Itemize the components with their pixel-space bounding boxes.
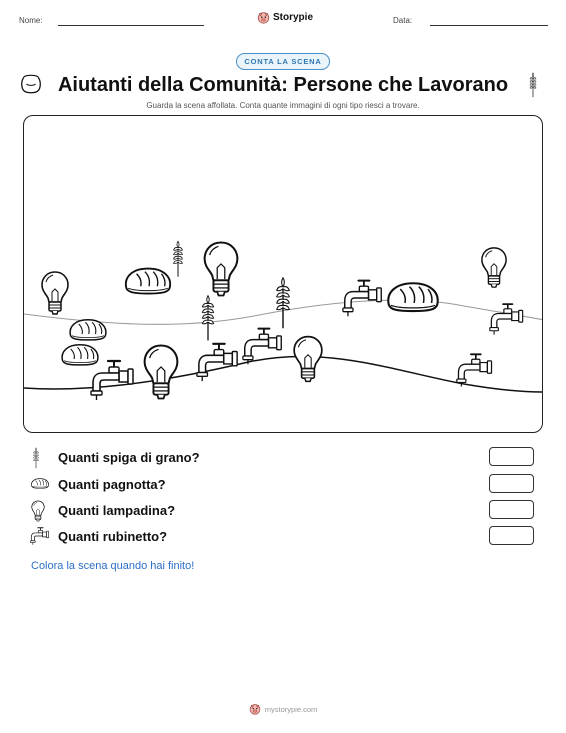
color-instruction: Colora la scena quando hai finito! [31,560,195,572]
question-text: Quanti lampadina? [58,503,176,518]
section-badge: CONTA LA SCENA [236,53,330,70]
date-label: Data: [393,16,413,25]
counting-scene [23,115,543,433]
lightbulb-icon [30,500,46,522]
faucet-icon [457,354,492,386]
name-label: Nome: [19,16,43,25]
date-line[interactable] [430,25,548,26]
answer-box[interactable] [489,500,534,519]
brand-name: Storypie [273,12,314,23]
question-text: Quanti rubinetto? [58,529,168,544]
lightbulb-icon [145,346,178,399]
question-row [30,447,536,469]
bread-icon [70,320,106,340]
lightbulb-icon [294,337,322,382]
footer [0,703,566,715]
answer-box[interactable] [489,447,534,466]
answer-box[interactable] [489,474,534,493]
faucet-icon [343,281,381,317]
question-row [30,526,536,548]
name-line[interactable] [58,25,204,26]
question-row [30,500,536,522]
wheat-icon [527,72,539,98]
bread-icon [126,269,170,294]
page-title: Aiutanti della Comunità: Persone che Lavorano [57,74,509,96]
lightbulb-icon [205,243,238,296]
question-text: Quanti pagnotta? [58,477,166,492]
storypie-logo [257,11,313,24]
wheat-icon [202,296,213,341]
page-subtitle: Guarda la scena affollata. Conta quante immagini di ogni tipo riesci a trovare. [146,101,420,110]
bread-icon [62,345,98,365]
question-text: Quanti spiga di grano? [58,450,200,465]
faucet-icon [30,526,50,546]
wheat-icon [277,278,290,328]
faucet-icon [197,344,237,381]
wheat-icon [30,447,42,469]
answer-box[interactable] [489,526,534,545]
wheat-icon [174,241,183,276]
scene-illustration [24,116,543,433]
footer-url: mystorypie.com [264,704,318,714]
lightbulb-icon [42,272,68,314]
bread-icon [30,476,50,490]
bread-icon [388,283,437,311]
faucet-icon [490,304,523,335]
pig-icon [257,11,270,24]
faucet-icon [91,361,133,400]
pig-icon [249,703,261,715]
lightbulb-icon [482,248,506,287]
question-row [30,474,536,496]
